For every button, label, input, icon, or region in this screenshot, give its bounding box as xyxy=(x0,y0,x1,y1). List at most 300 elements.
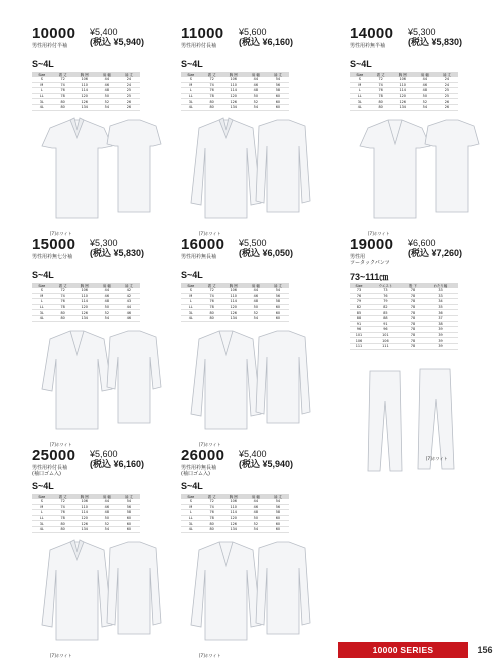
table-cell: 78 xyxy=(403,310,423,316)
table-cell: 3L xyxy=(32,310,52,316)
table-cell: 3L xyxy=(181,521,201,527)
color-label: [7]ホワイト xyxy=(426,456,448,461)
table-cell: 56 xyxy=(267,293,289,299)
table-cell: 120 xyxy=(74,93,96,99)
size-table-header: Size xyxy=(350,72,370,77)
table-cell: 24 xyxy=(436,82,458,88)
garment-image xyxy=(181,319,311,444)
garment-image xyxy=(350,108,480,233)
size-table xyxy=(32,494,140,533)
table-cell: 114 xyxy=(74,299,96,305)
price-value: ¥5,500 xyxy=(239,238,267,248)
table-cell: 91 xyxy=(350,321,368,327)
table-cell: 54 xyxy=(96,315,118,321)
table-cell: 58 xyxy=(267,88,289,94)
table-cell: 80 xyxy=(52,526,74,532)
table-cell: 46 xyxy=(414,82,436,88)
price-with-tax: (税込 ¥6,050) xyxy=(239,248,294,258)
table-cell: 96 xyxy=(350,327,368,333)
table-cell: 74 xyxy=(52,293,74,299)
table-cell: 34 xyxy=(423,299,458,305)
table-cell: 96 xyxy=(368,327,403,333)
size-table-header: 袖 丈 xyxy=(267,494,289,499)
table-cell: 120 xyxy=(223,515,245,521)
table-cell: 72 xyxy=(201,499,223,504)
table-cell: 80 xyxy=(52,99,74,105)
table-cell: 126 xyxy=(392,99,414,105)
table-cell: 134 xyxy=(74,315,96,321)
table-cell: 106 xyxy=(74,77,96,82)
table-cell: 76 xyxy=(52,88,74,94)
table-cell: 54 xyxy=(267,77,289,82)
size-table xyxy=(181,283,289,322)
table-cell: 4L xyxy=(32,104,52,110)
price-block xyxy=(408,27,462,47)
garment-front xyxy=(191,542,261,640)
table-cell: L xyxy=(32,299,52,305)
color-label: [7]ホワイト xyxy=(50,231,72,236)
table-cell: 48 xyxy=(245,88,267,94)
table-cell: 78 xyxy=(52,515,74,521)
table-cell: LL xyxy=(32,93,52,99)
table-cell: 60 xyxy=(118,515,140,521)
size-table-header: 肩 幅 xyxy=(245,494,267,499)
product-code: 19000 xyxy=(350,236,394,253)
table-cell: S xyxy=(32,288,52,293)
table-cell: 4L xyxy=(181,315,201,321)
table-cell: 46 xyxy=(96,82,118,88)
table-cell: 4L xyxy=(181,104,201,110)
table-cell: 73 xyxy=(368,288,403,293)
table-cell: 80 xyxy=(52,521,74,527)
size-range: S~4L xyxy=(350,59,372,69)
table-cell: 76 xyxy=(201,510,223,516)
table-cell: LL xyxy=(181,93,201,99)
table-cell: 38 xyxy=(423,321,458,327)
table-cell: 72 xyxy=(201,77,223,82)
price-block xyxy=(90,27,144,47)
table-cell: 44 xyxy=(96,499,118,504)
price-with-tax: (税込 ¥5,830) xyxy=(90,248,145,258)
table-cell: 85 xyxy=(350,310,368,316)
size-table-header: 胸 囲 xyxy=(223,72,245,77)
garment-front xyxy=(360,120,430,218)
table-cell: 3L xyxy=(32,521,52,527)
size-range: S~4L xyxy=(181,270,203,280)
table-cell: 82 xyxy=(368,304,403,310)
table-cell: 111 xyxy=(350,343,368,349)
size-table-header: 胸 囲 xyxy=(223,283,245,288)
garment-image xyxy=(32,319,162,444)
garment-back xyxy=(256,542,310,634)
table-cell: 134 xyxy=(74,104,96,110)
table-cell: 110 xyxy=(223,293,245,299)
table-cell: 44 xyxy=(96,77,118,82)
size-table-header: ウエスト xyxy=(368,283,403,288)
table-cell: 78 xyxy=(201,93,223,99)
table-cell: 33 xyxy=(423,288,458,293)
table-cell: 46 xyxy=(245,504,267,510)
table-cell: 106 xyxy=(350,338,368,344)
table-cell: 50 xyxy=(414,93,436,99)
table-cell: 82 xyxy=(350,304,368,310)
table-cell: 60 xyxy=(267,521,289,527)
table-cell: 50 xyxy=(245,515,267,521)
series-banner: 10000 SERIES xyxy=(338,642,468,658)
table-cell: 60 xyxy=(267,515,289,521)
product-name: 男性用衿付長袖 (袖口ゴム入) xyxy=(32,465,68,477)
table-cell: S xyxy=(32,77,52,82)
product-code: 26000 xyxy=(181,447,225,464)
table-cell: 50 xyxy=(96,304,118,310)
table-cell: 50 xyxy=(245,304,267,310)
size-table-header: 肩 幅 xyxy=(245,283,267,288)
table-cell: 39 xyxy=(423,327,458,333)
table-cell: 60 xyxy=(118,521,140,527)
table-cell: 3L xyxy=(181,310,201,316)
table-cell: 78 xyxy=(403,332,423,338)
table-cell: 111 xyxy=(368,343,403,349)
product-code: 16000 xyxy=(181,236,225,253)
table-cell: M xyxy=(181,504,201,510)
table-cell: 74 xyxy=(201,82,223,88)
table-cell: 114 xyxy=(223,299,245,305)
product-code: 14000 xyxy=(350,25,394,42)
garment-front xyxy=(191,331,261,429)
table-cell: 80 xyxy=(201,99,223,105)
table-cell: 80 xyxy=(52,104,74,110)
table-cell: 58 xyxy=(267,299,289,305)
size-range: S~4L xyxy=(32,59,54,69)
table-cell: L xyxy=(181,299,201,305)
table-cell: 60 xyxy=(267,310,289,316)
size-table xyxy=(350,283,458,350)
table-cell: 60 xyxy=(267,99,289,105)
price-with-tax: (税込 ¥5,830) xyxy=(408,37,463,47)
size-table-header: 肩 幅 xyxy=(96,283,118,288)
table-cell: 39 xyxy=(423,338,458,344)
table-cell: 44 xyxy=(245,499,267,504)
table-cell: 46 xyxy=(118,310,140,316)
table-cell: 72 xyxy=(370,77,392,82)
table-cell: 76 xyxy=(52,510,74,516)
table-cell: 120 xyxy=(392,93,414,99)
table-cell: 80 xyxy=(201,526,223,532)
table-cell: M xyxy=(32,293,52,299)
table-cell: 126 xyxy=(74,521,96,527)
table-cell: 88 xyxy=(350,315,368,321)
table-cell: 54 xyxy=(96,526,118,532)
price-with-tax: (税込 ¥6,160) xyxy=(239,37,294,47)
table-cell: 78 xyxy=(403,304,423,310)
table-cell: 46 xyxy=(96,504,118,510)
table-cell: 46 xyxy=(245,82,267,88)
table-cell: 60 xyxy=(267,304,289,310)
size-table-header: Size xyxy=(32,283,52,288)
size-table-header: 肩 幅 xyxy=(245,72,267,77)
table-cell: L xyxy=(181,88,201,94)
table-cell: 54 xyxy=(96,104,118,110)
size-table-header: 着 丈 xyxy=(201,72,223,77)
table-cell: 134 xyxy=(392,104,414,110)
table-cell: L xyxy=(350,88,370,94)
table-cell: 54 xyxy=(267,288,289,293)
price-with-tax: (税込 ¥5,940) xyxy=(90,37,145,47)
table-cell: 74 xyxy=(370,82,392,88)
table-cell: 72 xyxy=(52,499,74,504)
size-table-header: 胸 囲 xyxy=(74,72,96,77)
table-cell: 48 xyxy=(96,299,118,305)
garment-back xyxy=(256,331,310,423)
table-cell: 24 xyxy=(118,82,140,88)
price-block xyxy=(239,238,293,258)
size-table xyxy=(32,283,140,322)
price-value: ¥5,400 xyxy=(90,27,118,37)
product-name: 男性用衿付半袖 xyxy=(32,43,68,49)
color-label: [7]ホワイト xyxy=(199,231,221,236)
table-cell: 3L xyxy=(181,99,201,105)
table-cell: 36 xyxy=(423,310,458,316)
garment-front xyxy=(42,331,112,429)
table-cell: 54 xyxy=(267,499,289,504)
product-code: 11000 xyxy=(181,25,224,42)
table-cell: 74 xyxy=(52,504,74,510)
table-cell: 134 xyxy=(223,526,245,532)
size-table-header: 袖 丈 xyxy=(118,283,140,288)
garment-back xyxy=(425,120,479,212)
size-table-header: 肩 幅 xyxy=(414,72,436,77)
table-cell: 126 xyxy=(74,99,96,105)
size-table-header: 肩 幅 xyxy=(96,72,118,77)
table-cell: 52 xyxy=(96,521,118,527)
product-name: 男性用 ツータックパンツ xyxy=(350,254,390,266)
table-cell: 50 xyxy=(245,93,267,99)
table-cell: 44 xyxy=(96,288,118,293)
table-cell: 120 xyxy=(223,93,245,99)
size-range: S~4L xyxy=(32,270,54,280)
table-cell: 73 xyxy=(350,288,368,293)
table-cell: 44 xyxy=(414,77,436,82)
table-cell: 58 xyxy=(118,510,140,516)
table-cell: 110 xyxy=(223,82,245,88)
table-cell: 44 xyxy=(118,304,140,310)
size-table-header: Size xyxy=(181,72,201,77)
table-cell: 80 xyxy=(201,521,223,527)
table-cell: M xyxy=(32,82,52,88)
table-cell: 52 xyxy=(96,310,118,316)
table-cell: 114 xyxy=(223,510,245,516)
table-cell: 80 xyxy=(52,310,74,316)
price-value: ¥5,300 xyxy=(90,238,118,248)
table-cell: LL xyxy=(181,304,201,310)
table-cell: LL xyxy=(32,515,52,521)
table-cell: 120 xyxy=(74,304,96,310)
table-cell: 3L xyxy=(32,99,52,105)
table-cell: 26 xyxy=(118,99,140,105)
table-cell: S xyxy=(181,499,201,504)
table-cell: 78 xyxy=(52,93,74,99)
size-range: S~4L xyxy=(32,481,54,491)
table-cell: 114 xyxy=(74,510,96,516)
table-cell: L xyxy=(32,88,52,94)
size-table-header: 着 丈 xyxy=(52,72,74,77)
table-cell: 3L xyxy=(350,99,370,105)
table-cell: 106 xyxy=(368,338,403,344)
size-table-header: 袖 丈 xyxy=(118,72,140,77)
table-cell: 24 xyxy=(436,77,458,82)
price-block xyxy=(239,449,293,469)
table-cell: 72 xyxy=(52,288,74,293)
table-cell: 48 xyxy=(245,299,267,305)
table-cell: 106 xyxy=(223,288,245,293)
table-cell: 114 xyxy=(392,88,414,94)
table-cell: 26 xyxy=(436,104,458,110)
table-cell: 60 xyxy=(267,526,289,532)
price-value: ¥5,400 xyxy=(239,449,267,459)
table-cell: 80 xyxy=(201,315,223,321)
table-cell: 42 xyxy=(118,288,140,293)
table-cell: 24 xyxy=(118,77,140,82)
table-cell: 58 xyxy=(267,510,289,516)
table-cell: 48 xyxy=(245,510,267,516)
table-cell: 72 xyxy=(201,288,223,293)
size-table-header: わたり幅 xyxy=(423,283,458,288)
table-cell: 50 xyxy=(96,93,118,99)
table-cell: 101 xyxy=(350,332,368,338)
price-block xyxy=(408,238,462,258)
table-cell: LL xyxy=(32,304,52,310)
table-cell: 4L xyxy=(350,104,370,110)
pants-front xyxy=(368,371,402,471)
table-cell: 25 xyxy=(118,88,140,94)
garment-back xyxy=(107,542,161,634)
table-cell: 110 xyxy=(392,82,414,88)
size-range: S~4L xyxy=(181,59,203,69)
table-cell: 48 xyxy=(96,88,118,94)
table-cell: 78 xyxy=(403,321,423,327)
size-table-header: 股 下 xyxy=(403,283,423,288)
table-cell: 33 xyxy=(423,293,458,299)
price-block xyxy=(239,27,293,47)
table-cell: 60 xyxy=(267,104,289,110)
table-cell: 78 xyxy=(370,93,392,99)
table-cell: 48 xyxy=(414,88,436,94)
table-cell: 126 xyxy=(223,99,245,105)
table-cell: LL xyxy=(350,93,370,99)
color-label: [7]ホワイト xyxy=(50,442,72,447)
size-table-header: 袖 丈 xyxy=(118,494,140,499)
product-code: 15000 xyxy=(32,236,76,253)
product-code: 10000 xyxy=(32,25,76,42)
table-cell: 26 xyxy=(436,99,458,105)
size-table-header: Size xyxy=(181,494,201,499)
table-cell: 79 xyxy=(350,299,368,305)
table-cell: 52 xyxy=(96,99,118,105)
table-cell: 106 xyxy=(74,288,96,293)
size-table-header: 胸 囲 xyxy=(223,494,245,499)
table-cell: 74 xyxy=(52,82,74,88)
table-cell: S xyxy=(181,288,201,293)
table-cell: 46 xyxy=(96,293,118,299)
size-table-header: Size xyxy=(181,283,201,288)
product-code: 25000 xyxy=(32,447,76,464)
table-cell: 88 xyxy=(368,315,403,321)
table-cell: 78 xyxy=(403,288,423,293)
table-cell: 54 xyxy=(414,104,436,110)
table-cell: 120 xyxy=(74,515,96,521)
table-cell: 46 xyxy=(118,315,140,321)
pants-back xyxy=(418,369,454,469)
table-cell: 54 xyxy=(118,499,140,504)
table-cell: 110 xyxy=(223,504,245,510)
table-cell: 114 xyxy=(223,88,245,94)
color-label: [7]ホワイト xyxy=(368,231,390,236)
table-cell: 39 xyxy=(423,343,458,349)
size-table-header: 袖 丈 xyxy=(436,72,458,77)
table-cell: 110 xyxy=(74,504,96,510)
price-value: ¥6,600 xyxy=(408,238,436,248)
table-cell: 37 xyxy=(423,315,458,321)
garment-image xyxy=(350,361,480,486)
table-cell: 43 xyxy=(118,299,140,305)
garment-back xyxy=(107,120,161,212)
price-with-tax: (税込 ¥6,160) xyxy=(90,459,145,469)
size-table xyxy=(32,72,140,111)
table-cell: 44 xyxy=(245,288,267,293)
size-table xyxy=(181,72,289,111)
product-name: 男性用衿無半袖 xyxy=(350,43,386,49)
size-table-header: Size xyxy=(350,283,368,288)
table-cell: 56 xyxy=(118,504,140,510)
size-table-header: 袖 丈 xyxy=(267,283,289,288)
table-cell: 60 xyxy=(267,93,289,99)
size-table-header: 肩 幅 xyxy=(96,494,118,499)
table-cell: 91 xyxy=(368,321,403,327)
garment-image xyxy=(181,108,311,233)
table-cell: 78 xyxy=(403,327,423,333)
table-cell: 110 xyxy=(74,293,96,299)
table-cell: 35 xyxy=(423,304,458,310)
table-cell: 54 xyxy=(245,104,267,110)
table-cell: 120 xyxy=(223,304,245,310)
table-cell: 25 xyxy=(436,88,458,94)
garment-image xyxy=(32,108,162,233)
table-row xyxy=(350,343,458,349)
table-cell: 80 xyxy=(201,310,223,316)
garment-image xyxy=(32,530,162,655)
table-cell: 101 xyxy=(368,332,403,338)
table-cell: 76 xyxy=(201,299,223,305)
price-block xyxy=(90,238,144,258)
table-cell: 60 xyxy=(267,315,289,321)
table-cell: 72 xyxy=(52,77,74,82)
size-table-header: 着 丈 xyxy=(201,283,223,288)
table-cell: 56 xyxy=(267,82,289,88)
color-label: [7]ホワイト xyxy=(199,653,221,658)
table-cell: 46 xyxy=(245,293,267,299)
size-table xyxy=(350,72,458,111)
table-cell: 50 xyxy=(96,515,118,521)
table-cell: 126 xyxy=(223,521,245,527)
table-cell: 4L xyxy=(32,526,52,532)
table-cell: 42 xyxy=(118,293,140,299)
table-cell: 78 xyxy=(403,343,423,349)
table-cell: 44 xyxy=(245,77,267,82)
table-cell: M xyxy=(32,504,52,510)
table-cell: S xyxy=(181,77,201,82)
table-cell: LL xyxy=(181,515,201,521)
size-table-header: 着 丈 xyxy=(52,494,74,499)
